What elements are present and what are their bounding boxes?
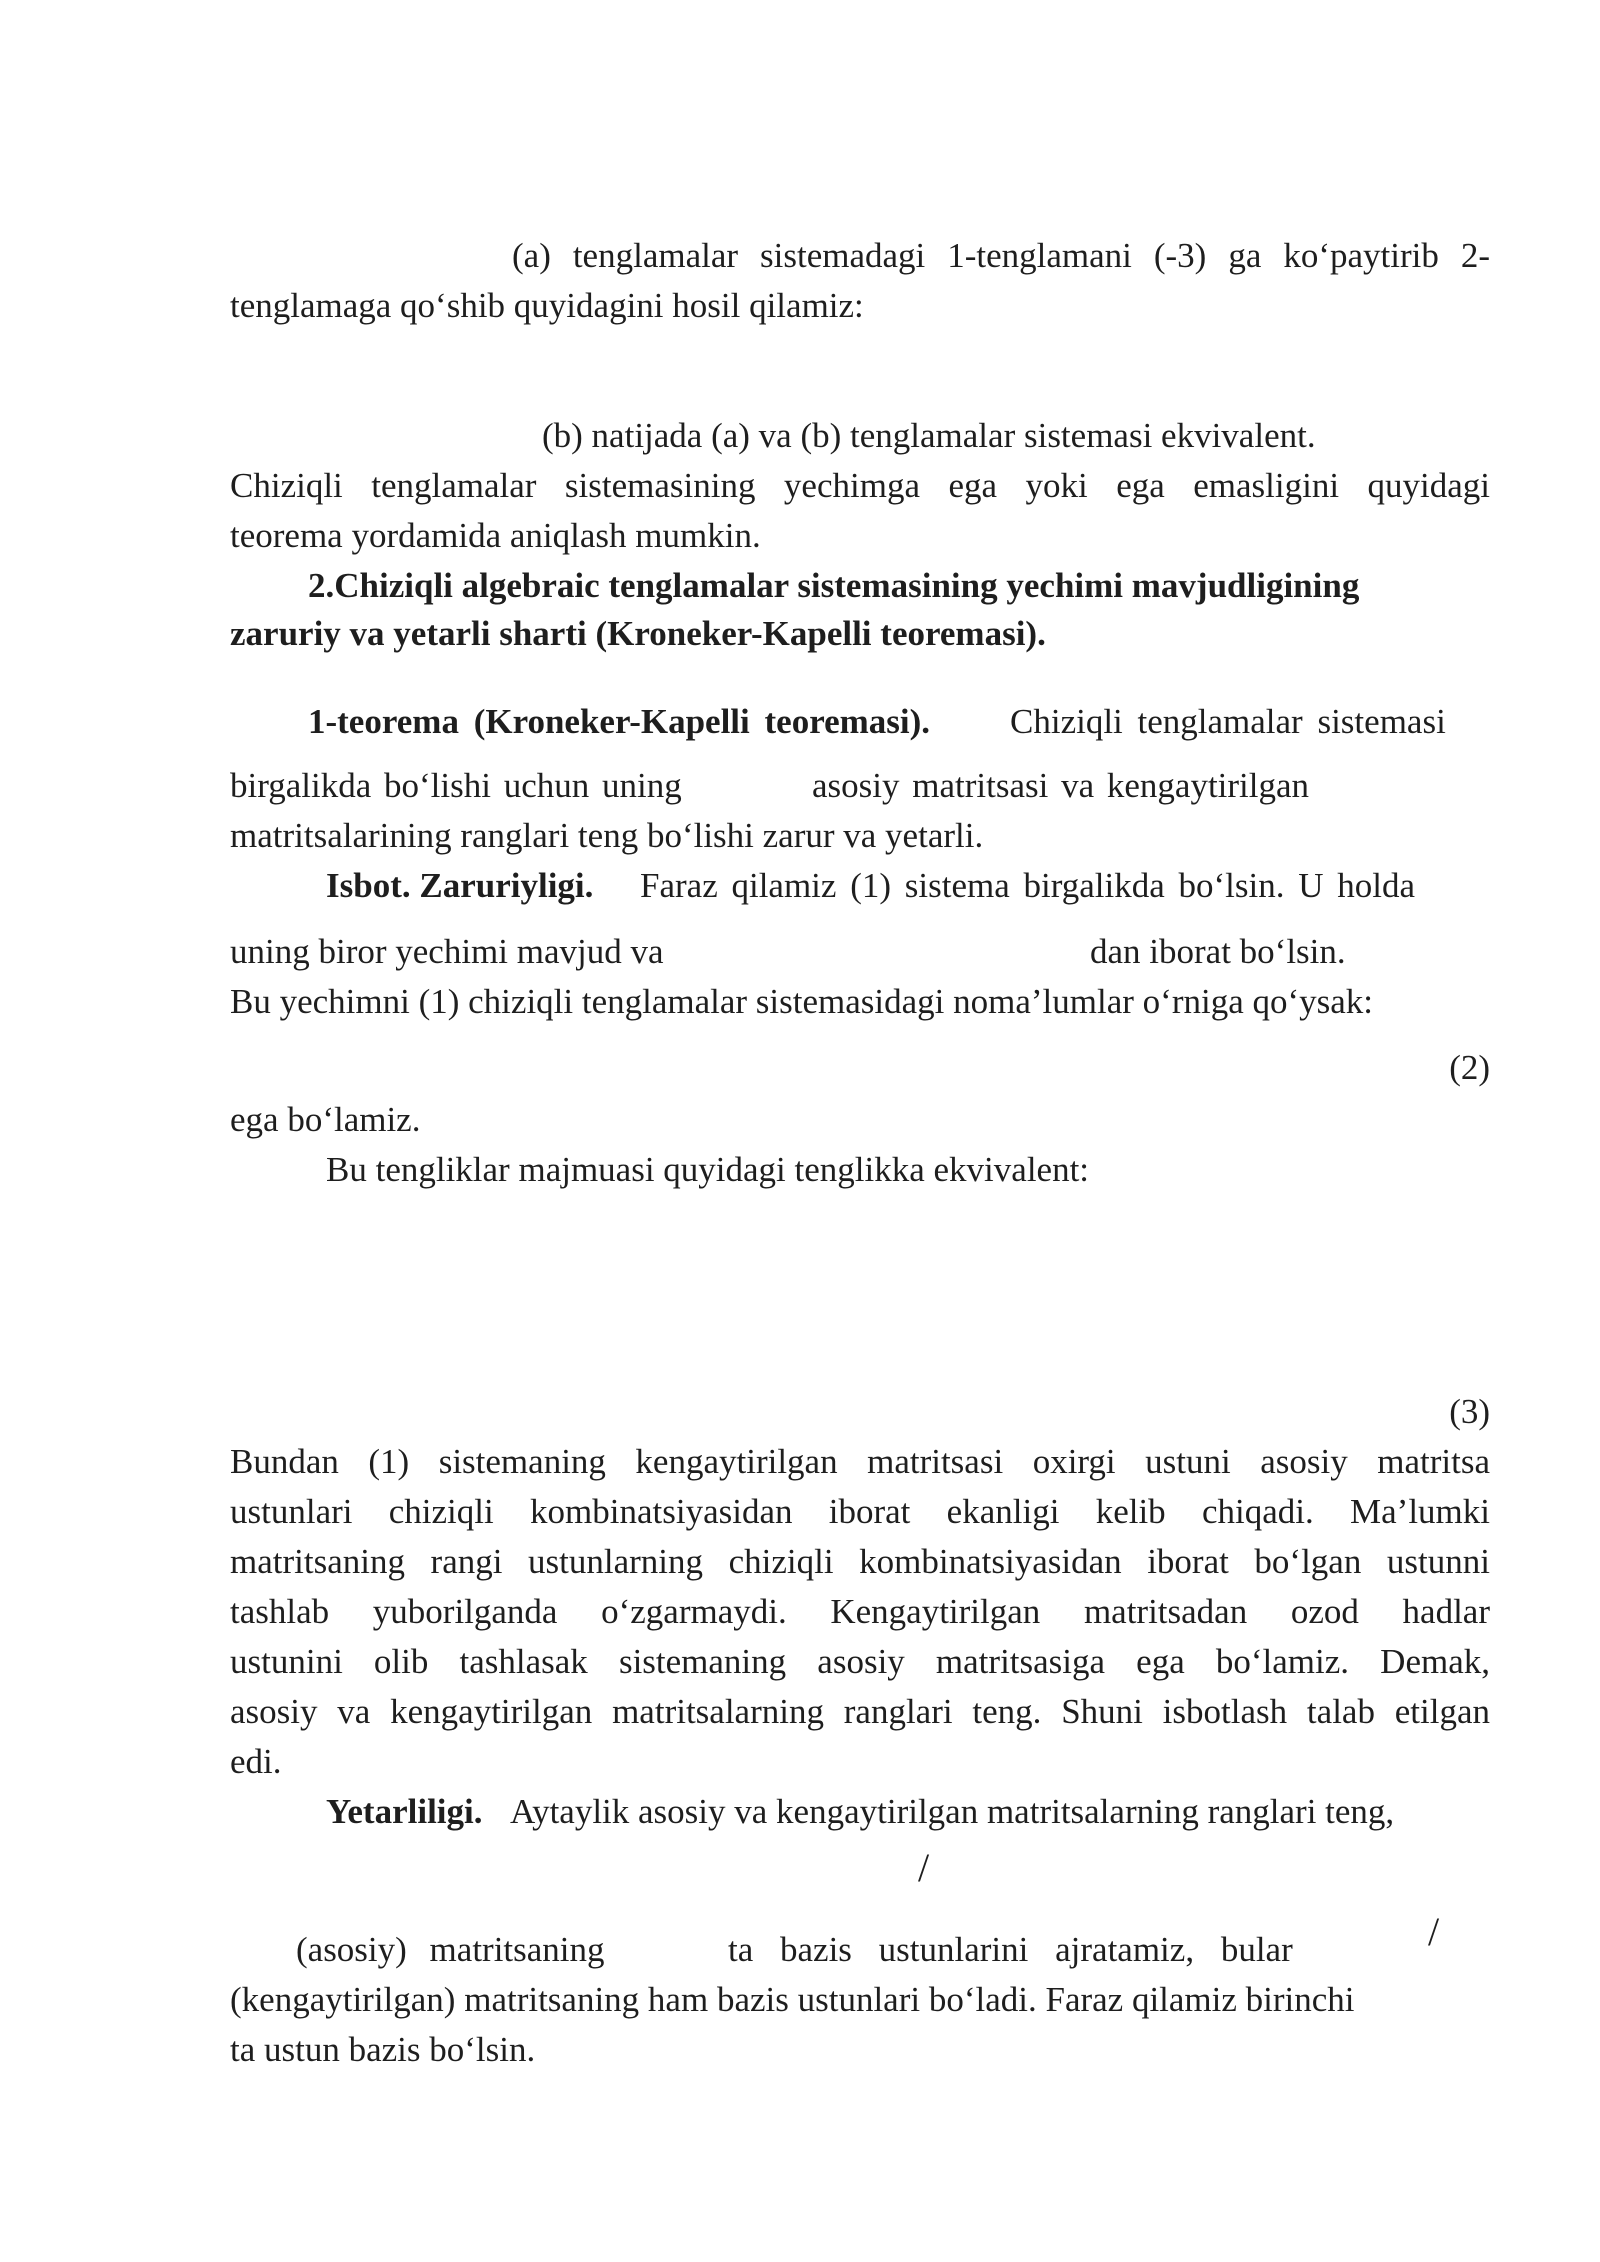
proof-text: dan iborat bo‘lsin. bbox=[1090, 932, 1346, 971]
sufficiency-text: ta bazis ustunlarini ajratamiz, bular bbox=[728, 1930, 1293, 1969]
para-a-line-2: tenglamaga qo‘shib quyidagini hosil qilamiz: bbox=[230, 286, 864, 325]
proof-text: Bu yechimni (1) chiziqli tenglamalar sistemasidagi noma’lumlar o‘rniga qo‘ysak: bbox=[230, 982, 1374, 1021]
theorem-title: 1-teorema (Kroneker-Kapelli teoremasi). bbox=[308, 702, 931, 741]
body-line: Chiziqli tenglamalar sistemasining yechimga ega yoki ega emasligini quyidagi bbox=[230, 466, 1490, 505]
proof-paragraph-line: ustunlari chiziqli kombinatsiyasidan iborat ekanligi kelib chiqadi. Ma’lumki bbox=[230, 1492, 1490, 1531]
equation-number: (3) bbox=[1449, 1392, 1490, 1431]
proof-text: Bu tengliklar majmuasi quyidagi tenglikka ekvivalent: bbox=[326, 1150, 1090, 1189]
theorem-text: birgalikda bo‘lishi uchun uning bbox=[230, 766, 682, 805]
proof-paragraph-line: asosiy va kengaytirilgan matritsalarning ranglari teng. Shuni isbotlash talab etilgan bbox=[230, 1692, 1490, 1731]
proof-paragraph-line: ustunini olib tashlasak sistemaning asosiy matritsasiga ega bo‘lamiz. Demak, bbox=[230, 1642, 1490, 1681]
theorem-text: Chiziqli tenglamalar sistemasi bbox=[1010, 702, 1446, 741]
theorem-text: asosiy matritsasi va kengaytirilgan bbox=[812, 766, 1310, 805]
prime-mark: / bbox=[1428, 1909, 1440, 1954]
proof-text: Faraz qilamiz (1) sistema birgalikda bo‘lsin. U holda bbox=[640, 866, 1416, 905]
sufficiency-text: (kengaytirilgan) matritsaning ham bazis ustunlari bo‘ladi. Faraz qilamiz birinchi bbox=[230, 1980, 1355, 2019]
sufficiency-text: ta ustun bazis bo‘lsin. bbox=[230, 2030, 536, 2069]
proof-heading: Isbot. Zaruriyligi. bbox=[326, 866, 594, 905]
sufficiency-heading: Yetarliligi. bbox=[326, 1792, 483, 1831]
sufficiency-text: (asosiy) matritsaning bbox=[296, 1930, 605, 1969]
para-b-line: (b) natijada (a) va (b) tenglamalar sistemasi ekvivalent. bbox=[542, 416, 1316, 455]
prime-mark: / bbox=[918, 1845, 930, 1890]
para-a-line-1: (a) tenglamalar sistemadagi 1-tenglamani (-3) ga ko‘paytirib 2- bbox=[512, 236, 1490, 275]
section-heading: zaruriy va yetarli sharti (Kroneker-Kapelli teoremasi). bbox=[230, 614, 1046, 653]
theorem-text: matritsalarining ranglari teng bo‘lishi zarur va yetarli. bbox=[230, 816, 984, 855]
sufficiency-text: Aytaylik asosiy va kengaytirilgan matritsalarning ranglari teng, bbox=[510, 1792, 1395, 1831]
proof-paragraph-line: matritsaning rangi ustunlarning chiziqli kombinatsiyasidan iborat bo‘lgan ustunni bbox=[230, 1542, 1490, 1581]
proof-paragraph-line: edi. bbox=[230, 1742, 282, 1781]
proof-paragraph-line: tashlab yuborilganda o‘zgarmaydi. Kengaytirilgan matritsadan ozod hadlar bbox=[230, 1592, 1490, 1631]
body-line: teorema yordamida aniqlash mumkin. bbox=[230, 516, 761, 555]
proof-paragraph-line: Bundan (1) sistemaning kengaytirilgan matritsasi oxirgi ustuni asosiy matritsa bbox=[230, 1442, 1490, 1481]
proof-text: uning biror yechimi mavjud va bbox=[230, 932, 664, 971]
proof-text: ega bo‘lamiz. bbox=[230, 1100, 421, 1139]
section-heading: 2.Chiziqli algebraic tenglamalar sistemasining yechimi mavjudligining bbox=[308, 566, 1360, 605]
equation-number: (2) bbox=[1449, 1048, 1490, 1087]
